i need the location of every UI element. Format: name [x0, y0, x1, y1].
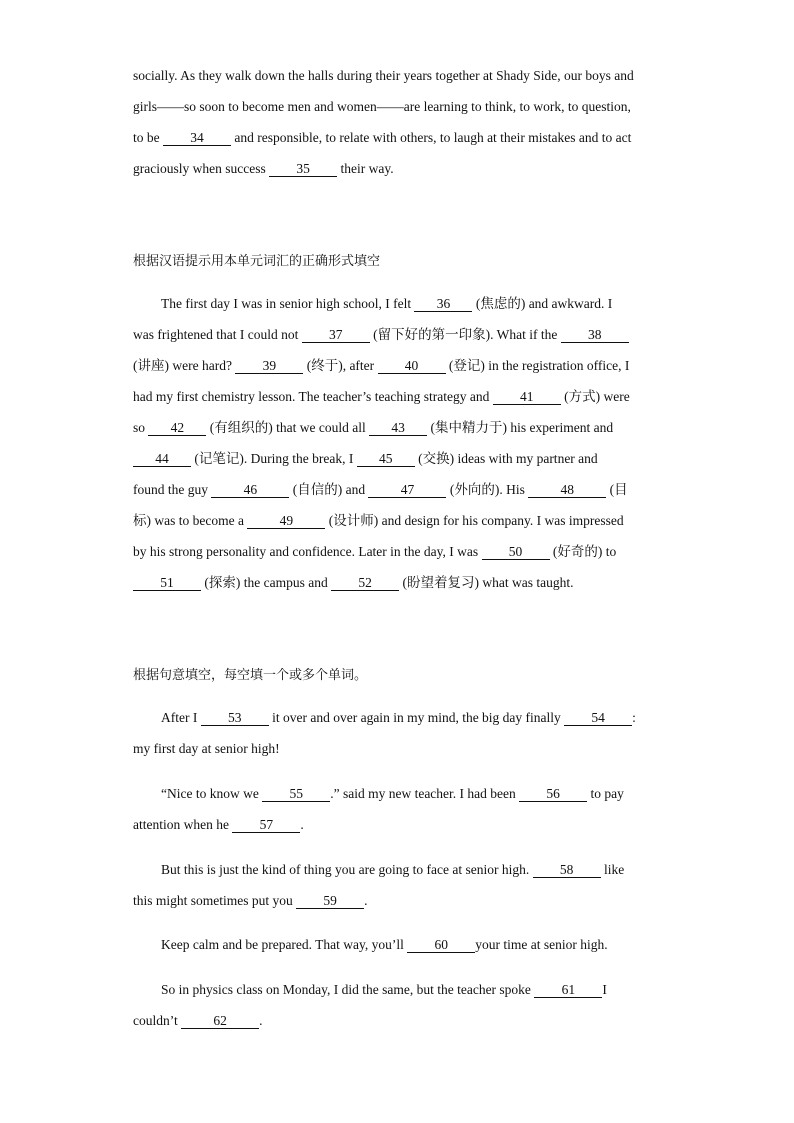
- answer-blank-62: 62: [181, 1013, 259, 1029]
- answer-blank-53: 53: [201, 710, 269, 726]
- passage-text: like: [600, 862, 625, 877]
- passage-section-2: [133, 288, 663, 598]
- paragraph-4: [133, 929, 663, 960]
- answer-blank-56: 56: [519, 786, 587, 802]
- answer-blank-50: 50: [482, 544, 550, 560]
- answer-blank-47: 47: [368, 482, 446, 498]
- passage-text: couldn’t: [133, 1013, 182, 1028]
- passage-text: (交换) ideas with my partner and: [414, 451, 598, 466]
- passage-text: (外向的). His: [446, 482, 529, 497]
- answer-blank-34: 34: [163, 130, 231, 146]
- answer-blank-61: 61: [534, 982, 602, 998]
- section-3-heading: 根据句意填空，每空填一个或多个单词。: [133, 668, 368, 683]
- passage-text: (焦虑的) and awkward. I: [472, 296, 613, 311]
- answer-blank-41: 41: [493, 389, 561, 405]
- passage-text: (盼望着复习) what was taught.: [399, 575, 574, 590]
- answer-blank-38: 38: [561, 327, 629, 343]
- passage-text: (讲座) were hard?: [133, 358, 236, 373]
- passage-section-1: [133, 60, 663, 184]
- answer-blank-35: 35: [269, 161, 337, 177]
- passage-text: graciously when success: [133, 161, 270, 176]
- answer-blank-51: 51: [133, 575, 201, 591]
- paragraph-3: [133, 854, 663, 916]
- passage-text: to be: [133, 130, 163, 145]
- answer-blank-48: 48: [528, 482, 606, 498]
- answer-blank-46: 46: [211, 482, 289, 498]
- answer-blank-58: 58: [533, 862, 601, 878]
- answer-blank-42: 42: [148, 420, 206, 436]
- paragraph-1: [133, 702, 663, 764]
- passage-text: (记笔记). During the break, I: [191, 451, 357, 466]
- passage-text: The first day I was in senior high school, I felt: [161, 296, 415, 311]
- passage-text: .: [300, 817, 304, 832]
- passage-text: .: [259, 1013, 263, 1028]
- passage-text: my first day at senior high!: [133, 741, 280, 756]
- passage-text: Keep calm and be prepared. That way, you’ll: [161, 937, 408, 952]
- passage-text: (方式) were: [560, 389, 630, 404]
- passage-text: “Nice to know we: [161, 786, 263, 801]
- answer-blank-40: 40: [378, 358, 446, 374]
- passage-text: .: [364, 893, 368, 908]
- passage-text: it over and over again in my mind, the big day finally: [268, 710, 565, 725]
- answer-blank-37: 37: [302, 327, 370, 343]
- passage-text: (好奇的) to: [549, 544, 617, 559]
- passage-text: had my first chemistry lesson. The teacher’s teaching strategy and: [133, 389, 493, 404]
- passage-text: was frightened that I could not: [133, 327, 302, 342]
- passage-text: (有组织的) that we could all: [206, 420, 370, 435]
- passage-text: (终于), after: [303, 358, 378, 373]
- passage-text: After I: [161, 710, 201, 725]
- answer-blank-43: 43: [369, 420, 427, 436]
- answer-blank-39: 39: [235, 358, 303, 374]
- answer-blank-44: 44: [133, 451, 191, 467]
- passage-text: attention when he: [133, 817, 233, 832]
- paragraph-2: [133, 778, 663, 840]
- passage-text: (登记) in the registration office, I: [445, 358, 630, 373]
- passage-line: socially. As they walk down the halls during their years together at Shady Side, our boys and: [133, 68, 634, 83]
- passage-text: and responsible, to relate with others, to laugh at their mistakes and to act: [231, 130, 632, 145]
- passage-text: so: [133, 420, 149, 435]
- passage-text: (集中精力于) his experiment and: [427, 420, 614, 435]
- passage-text: your time at senior high.: [475, 937, 608, 952]
- passage-line: girls——so soon to become men and women——are learning to think, to work, to question,: [133, 99, 631, 114]
- answer-blank-54: 54: [564, 710, 632, 726]
- passage-text: (自信的) and: [289, 482, 369, 497]
- paragraph-5: [133, 974, 663, 1036]
- passage-text: .” said my new teacher. I had been: [330, 786, 520, 801]
- passage-text: their way.: [337, 161, 394, 176]
- answer-blank-36: 36: [414, 296, 472, 312]
- answer-blank-59: 59: [296, 893, 364, 909]
- passage-text: (目: [606, 482, 628, 497]
- passage-text: So in physics class on Monday, I did the same, but the teacher spoke: [161, 982, 535, 997]
- answer-blank-45: 45: [357, 451, 415, 467]
- passage-text: (留下好的第一印象). What if the: [369, 327, 561, 342]
- answer-blank-55: 55: [262, 786, 330, 802]
- passage-text: by his strong personality and confidence. Later in the day, I was: [133, 544, 482, 559]
- answer-blank-49: 49: [247, 513, 325, 529]
- passage-text: found the guy: [133, 482, 212, 497]
- passage-text: this might sometimes put you: [133, 893, 297, 908]
- passage-text: to pay: [587, 786, 624, 801]
- section-2-heading: 根据汉语提示用本单元词汇的正确形式填空: [133, 254, 381, 269]
- passage-text: 标) was to become a: [133, 513, 248, 528]
- passage-text: (探索) the campus and: [201, 575, 332, 590]
- passage-text: But this is just the kind of thing you are going to face at senior high.: [161, 862, 533, 877]
- passage-text: I: [602, 982, 607, 997]
- answer-blank-57: 57: [232, 817, 300, 833]
- passage-text: :: [632, 710, 636, 725]
- passage-text: (设计师) and design for his company. I was impressed: [325, 513, 624, 528]
- answer-blank-52: 52: [331, 575, 399, 591]
- answer-blank-60: 60: [407, 937, 475, 953]
